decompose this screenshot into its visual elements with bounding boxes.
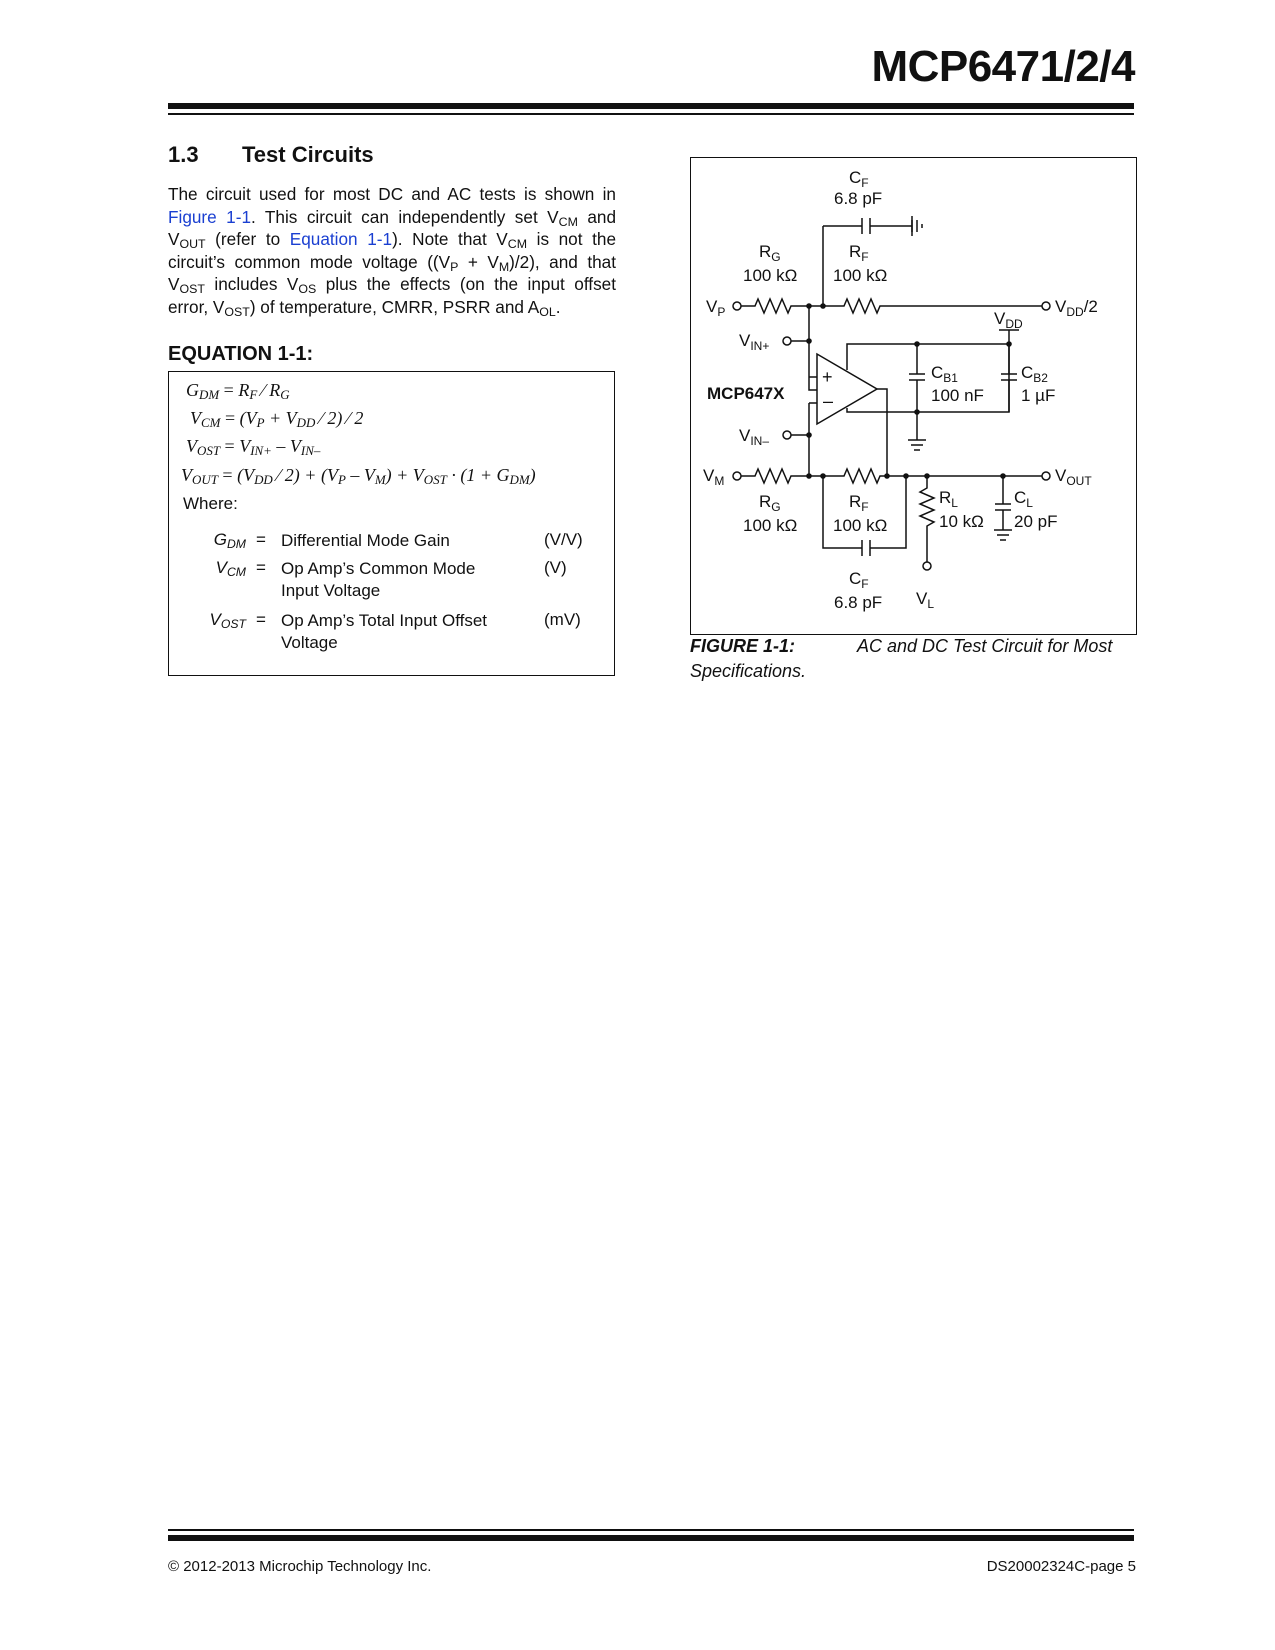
op-amp-plus: + xyxy=(822,367,833,387)
supply-wiring xyxy=(847,344,1009,412)
cl-label: $C_L$ xyxy=(1014,488,1033,510)
rf-top-label: $R_F$ xyxy=(849,242,869,264)
rg-top-resistor xyxy=(741,299,809,313)
figure-label: FIGURE 1-1: xyxy=(690,636,796,656)
equation-link[interactable]: Equation 1-1 xyxy=(289,229,393,250)
cb2-value: 1 µF xyxy=(1021,386,1056,405)
equation-line: $V_{OST} = V_{IN+} - V_{IN-}$ xyxy=(186,436,321,458)
footer-page-number: DS20002324C-page 5 xyxy=(986,1558,1136,1575)
figure-link[interactable]: Figure 1-1 xyxy=(168,206,252,227)
footer-rule-thin xyxy=(168,1529,1134,1531)
figure-box xyxy=(690,157,1137,635)
definition-unit: (mV) xyxy=(544,610,581,629)
rg-bottom-value: 100 kΩ xyxy=(743,516,798,535)
vm-terminal xyxy=(733,472,741,480)
cf-top-label: $C_F$ xyxy=(849,168,869,190)
rl-resistor xyxy=(920,476,934,562)
vinm-label: $V_{IN-}$ xyxy=(739,426,770,448)
cf-top-ground-icon xyxy=(912,216,922,236)
body-paragraph: The circuit used for most DC and AC tests is shown in Figure 1-1. This circuit can independently set $V_{CM}$ and $V_{OUT}$ (refer to Equation 1-1). Note that $V_{CM}$ is not the circuit’s common mode voltage $((V_P + V_M)/2)$, and that $V_{OST}$ includes $V_{OS}$ plus the effects (on the input offset error, $V_{OST}$) of temperature, CMRR, PSRR and $A_{OL}$. xyxy=(168,184,617,319)
vout-label: $V_{OUT}$ xyxy=(1055,466,1092,488)
document-title: MCP6471/2/4 xyxy=(871,42,1135,91)
definition-symbol: $V_{CM}$ xyxy=(215,558,246,579)
op-amp-minus: – xyxy=(823,391,834,411)
equation-line: $V_{OUT} = (V_{DD}$ ⁄ $2) + (V_P - V_M) + V_{OST} \cdot (1 + G_{DM})$ xyxy=(181,465,536,487)
where-label: Where: xyxy=(183,494,238,513)
vdd-label: $V_{DD}$ xyxy=(994,309,1023,331)
cl-capacitor xyxy=(995,476,1011,530)
figure-caption xyxy=(690,634,1137,684)
junction-dot xyxy=(806,473,812,479)
definition-equals: = xyxy=(256,610,266,629)
section-heading xyxy=(168,142,374,168)
rl-value: 10 kΩ xyxy=(939,512,984,531)
vl-label: $V_L$ xyxy=(916,589,935,611)
vinp-terminal xyxy=(783,337,791,345)
cf-top-wire xyxy=(823,220,912,232)
equation-line: $V_{CM} = (V_P + V_{DD}$ ⁄ 2) ⁄ 2 xyxy=(190,408,364,430)
section-title: Test Circuits xyxy=(242,142,374,167)
definition-text: Differential Mode Gain xyxy=(281,531,450,550)
figure-title: AC and DC Test Circuit for Most Specifications. xyxy=(690,636,1113,681)
vm-label: $V_M$ xyxy=(703,466,725,488)
cf-top-capacitor xyxy=(862,218,870,234)
part-label: MCP647X xyxy=(707,384,785,403)
definition-symbol: $V_{OST}$ xyxy=(209,610,246,631)
footer-rule-thick xyxy=(168,1535,1134,1541)
rl-label: $R_L$ xyxy=(939,488,958,510)
rf-bottom-value: 100 kΩ xyxy=(833,516,888,535)
vinm-terminal xyxy=(783,431,791,439)
cf-bottom-value: 6.8 pF xyxy=(834,593,883,612)
cb1-capacitor xyxy=(909,344,925,440)
junction-dot xyxy=(806,338,812,344)
definition-text: Op Amp’s Total Input Offset Voltage xyxy=(281,611,488,652)
rf-top-resistor xyxy=(809,299,1042,313)
cb1-value: 100 nF xyxy=(931,386,984,405)
vl-terminal xyxy=(923,562,931,570)
equation-line: $G_{DM} = R_F$ ⁄ $R_G$ xyxy=(186,380,290,402)
junction-dot xyxy=(820,303,826,309)
circuit-diagram xyxy=(691,158,1138,636)
definition-unit: (V/V) xyxy=(544,530,583,549)
vp-label: $V_P$ xyxy=(706,297,726,319)
definition-equals: = xyxy=(256,530,266,549)
rg-top-value: 100 kΩ xyxy=(743,266,798,285)
rf-top-value: 100 kΩ xyxy=(833,266,888,285)
footer-copyright: © 2012-2013 Microchip Technology Inc. xyxy=(168,1558,432,1575)
definition-symbol: $G_{DM}$ xyxy=(213,530,246,551)
vout-terminal xyxy=(1042,472,1050,480)
cf-bottom-label: $C_F$ xyxy=(849,569,869,591)
vinp-label: $V_{IN+}$ xyxy=(739,331,770,353)
cb1-ground-icon xyxy=(908,440,926,450)
definition-unit: (V) xyxy=(544,558,567,577)
header-rule-thick xyxy=(168,103,1134,109)
cb1-label: $C_{B1}$ xyxy=(931,363,958,385)
vdd2-label: $V_{DD}/2$ xyxy=(1055,297,1098,319)
header-rule-thin xyxy=(168,113,1134,115)
cl-ground-icon xyxy=(994,530,1012,540)
junction-dot xyxy=(884,473,890,479)
equation-heading: EQUATION 1-1: xyxy=(168,343,314,365)
rg-top-label: $R_G$ xyxy=(759,242,781,264)
definition-text: Op Amp’s Common Mode Input Voltage xyxy=(281,559,476,600)
vdd2-terminal xyxy=(1042,302,1050,310)
junction-dot xyxy=(806,432,812,438)
cf-top-value: 6.8 pF xyxy=(834,189,883,208)
rg-bottom-label: $R_G$ xyxy=(759,492,781,514)
rf-bottom-label: $R_F$ xyxy=(849,492,869,514)
cb2-label: $C_{B2}$ xyxy=(1021,363,1048,385)
cl-value: 20 pF xyxy=(1014,512,1058,531)
vp-terminal xyxy=(733,302,741,310)
rg-bottom-resistor xyxy=(741,469,809,483)
section-number: 1.3 xyxy=(168,142,199,167)
definition-equals: = xyxy=(256,558,266,577)
vdd-supply xyxy=(999,330,1019,344)
cf-bottom-capacitor xyxy=(862,540,870,556)
op-amp-output-wire xyxy=(877,389,887,476)
